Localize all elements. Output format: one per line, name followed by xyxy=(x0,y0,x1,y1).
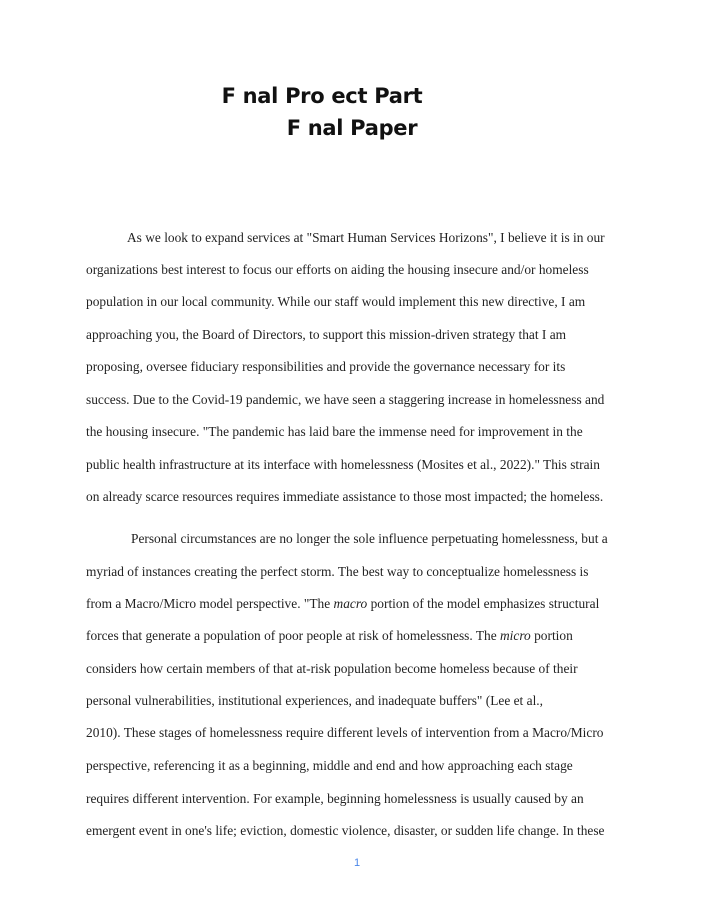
paragraph-1-line: As we look to expand services at "Smart Human Services Horizons", I believe it is in our xyxy=(127,230,605,245)
emphasis-macro: macro xyxy=(333,596,368,611)
paragraph-2-line xyxy=(86,628,646,644)
title-line-1: F nal Pro ect Part xyxy=(221,84,423,108)
paragraph-1-line: approaching you, the Board of Directors, to support this mission-driven strategy that I am xyxy=(86,327,567,342)
paragraph-2-line: emergent event in one's life; eviction, domestic violence, disaster, or sudden life change. In these xyxy=(86,823,605,838)
emphasis-micro: micro xyxy=(500,628,531,643)
paragraph-2-line: requires different intervention. For example, beginning homelessness is usually caused by an xyxy=(86,791,584,806)
text-run: portion xyxy=(530,628,573,643)
paragraph-1-line: population in our local community. While our staff would implement this new directive, I am xyxy=(86,294,586,309)
paragraph-2-line: myriad of instances creating the perfect storm. The best way to conceptualize homelessness is xyxy=(86,564,589,579)
text-run: forces that generate a population of poor people at risk of homelessness. The xyxy=(86,628,500,643)
text-run: from a Macro/Micro model perspective. "The xyxy=(86,596,334,611)
paragraph-2-line xyxy=(86,596,646,612)
paragraph-2-line: Personal circumstances are no longer the sole influence perpetuating homelessness, but a xyxy=(131,531,608,546)
paragraph-1-line: the housing insecure. "The pandemic has laid bare the immense need for improvement in the xyxy=(86,424,583,439)
paragraph-1-line: proposing, oversee fiduciary responsibilities and provide the governance necessary for its xyxy=(86,359,566,374)
title-line-2: F nal Paper xyxy=(286,116,418,140)
text-run: portion of the model emphasizes structural xyxy=(367,596,600,611)
paragraph-1-line: organizations best interest to focus our efforts on aiding the housing insecure and/or homeless xyxy=(86,262,589,277)
paragraph-1-line: public health infrastructure at its interface with homelessness (Mosites et al., 2022)." This strain xyxy=(86,457,600,472)
paragraph-2-line: perspective, referencing it as a beginning, middle and end and how approaching each stage xyxy=(86,758,573,773)
paragraph-2-line: considers how certain members of that at-risk population become homeless because of their xyxy=(86,661,578,676)
paragraph-1-line: on already scarce resources requires immediate assistance to those most impacted; the homeless. xyxy=(86,489,604,504)
paragraph-1-line: success. Due to the Covid-19 pandemic, we have seen a staggering increase in homelessness and xyxy=(86,392,605,407)
paragraph-2-line: 2010). These stages of homelessness require different levels of intervention from a Macro/Micro xyxy=(86,725,604,740)
page-number: 1 xyxy=(353,857,361,869)
paragraph-2-line: personal vulnerabilities, institutional experiences, and inadequate buffers" (Lee et al., xyxy=(86,693,543,708)
